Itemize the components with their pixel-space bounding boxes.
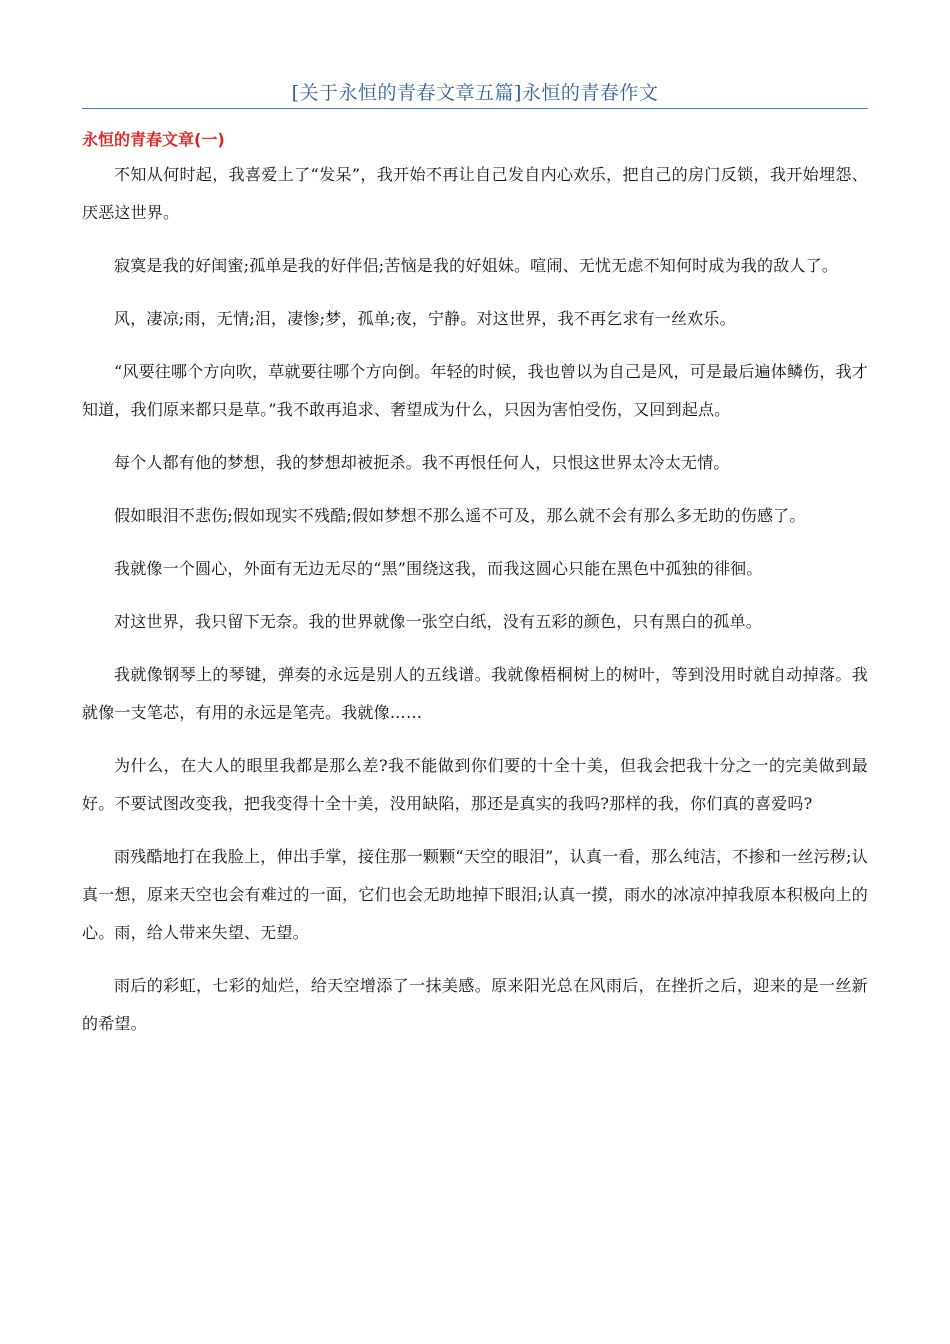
article-body [82, 156, 868, 1058]
paragraph: 寂寞是我的好闺蜜;孤单是我的好伴侣;苦恼是我的好姐妹。喧闹、无忧无虑不知何时成为我的敌人了。 [114, 256, 838, 275]
paragraph: 对这世界，我只留下无奈。我的世界就像一张空白纸，没有五彩的颜色，只有黑白的孤单。 [114, 612, 763, 631]
paragraph: 雨残酷地打在我脸上，伸出手掌，接住那一颗颗“天空的眼泪”，认真一看，那么纯洁，不掺和一丝污秽;认真一想，原来天空也会有难过的一面，它们也会无助地掉下眼泪;认真一摸，雨水的冰凉冲掉我原本积极向上的心。雨，给人带来失望、无望。 [82, 847, 868, 942]
document-title: [关于永恒的青春文章五篇]永恒的青春作文 [291, 82, 659, 104]
paragraph: 为什么，在大人的眼里我都是那么差?我不能做到你们要的十全十美，但我会把我十分之一的完美做到最好。不要试图改变我，把我变得十全十美，没用缺陷，那还是真实的我吗?那样的我，你们真的喜爱吗? [82, 756, 868, 813]
title-divider [82, 108, 868, 109]
section-heading: 永恒的青春文章(一) [82, 130, 225, 149]
paragraph: 每个人都有他的梦想，我的梦想却被扼杀。我不再恨任何人，只恨这世界太冷太无情。 [114, 453, 730, 472]
paragraph: 我就像一个圆心，外面有无边无尽的“黑”围绕这我，而我这圆心只能在黑色中孤独的徘徊。 [114, 559, 763, 578]
paragraph: 不知从何时起，我喜爱上了“发呆”，我开始不再让自己发自内心欢乐，把自己的房门反锁，我开始埋怨、厌恶这世界。 [82, 165, 868, 222]
paragraph: 我就像钢琴上的琴键，弹奏的永远是别人的五线谱。我就像梧桐树上的树叶，等到没用时就自动掉落。我就像一支笔芯，有用的永远是笔壳。我就像…… [82, 665, 868, 722]
paragraph: “风要往哪个方向吹，草就要往哪个方向倒。年轻的时候，我也曾以为自己是风，可是最后遍体鳞伤，我才知道，我们原来都只是草。”我不敢再追求、奢望成为什么，只因为害怕受伤，又回到起点。 [82, 362, 868, 419]
paragraph: 假如眼泪不悲伤;假如现实不残酷;假如梦想不那么遥不可及，那么就不会有那么多无助的伤感了。 [114, 506, 806, 525]
paragraph: 风，凄凉;雨，无情;泪，凄惨;梦，孤单;夜，宁静。对这世界，我不再乞求有一丝欢乐。 [114, 309, 736, 328]
paragraph: 雨后的彩虹，七彩的灿烂，给天空增添了一抹美感。原来阳光总在风雨后，在挫折之后，迎来的是一丝新的希望。 [82, 976, 868, 1033]
